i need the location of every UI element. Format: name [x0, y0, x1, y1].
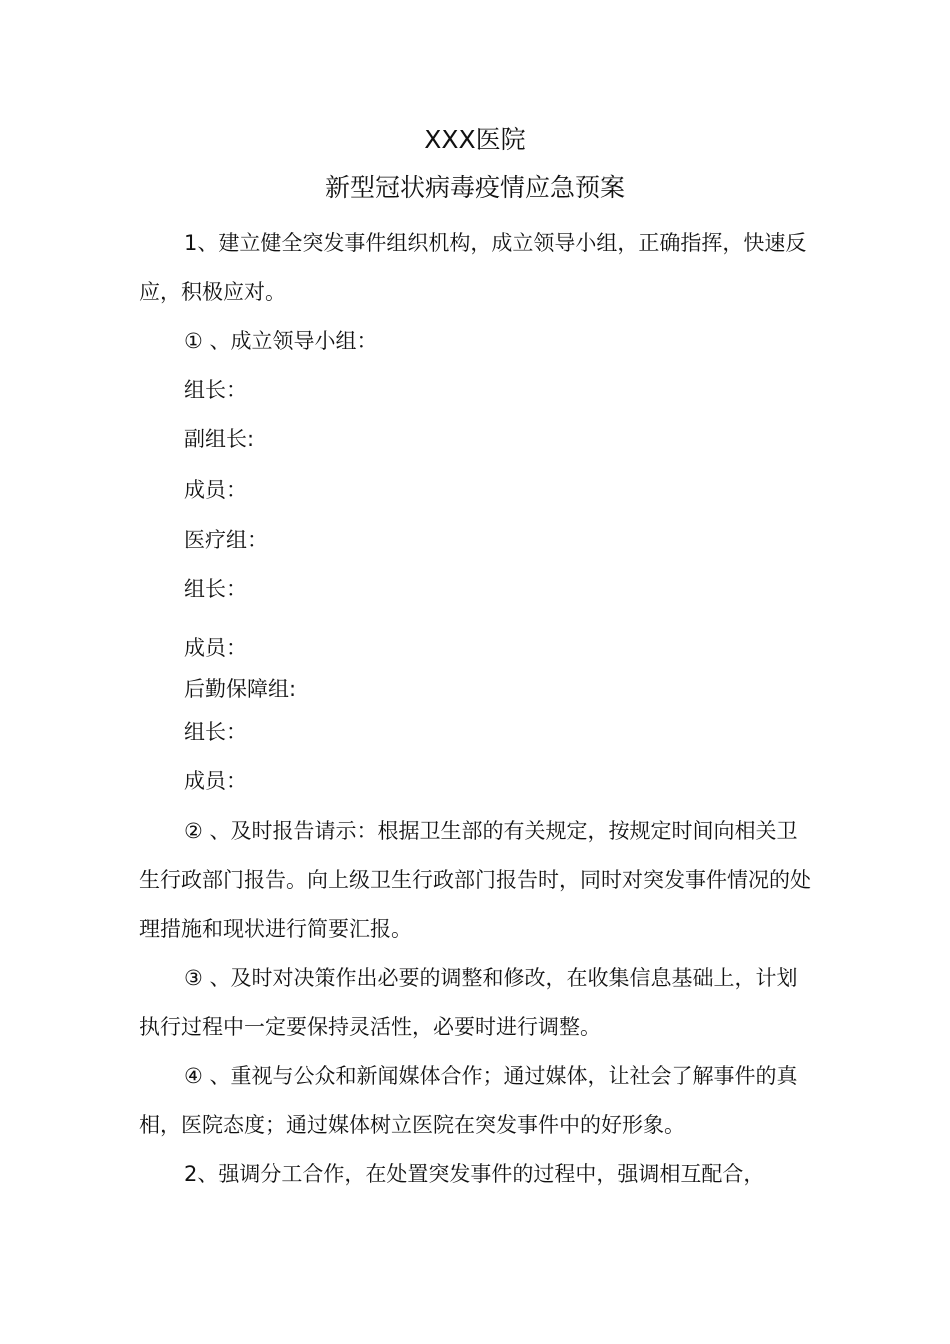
medical-leader-label: 组长： — [184, 577, 247, 601]
leader-label: 组长： — [184, 378, 247, 402]
item-1-heading: ① 、成立领导小组： — [184, 329, 378, 353]
item-4-line-2: 相，医院态度；通过媒体树立医院在突发事件中的好形象。 — [139, 1113, 685, 1137]
item-3-line-1: ③ 、及时对决策作出必要的调整和修改，在收集信息基础上，计划 — [184, 966, 798, 990]
medical-members-label: 成员： — [184, 636, 247, 660]
members-label: 成员： — [184, 478, 247, 502]
logistics-group-label: 后勤保障组: — [184, 677, 297, 701]
medical-group-label: 医疗组： — [184, 528, 268, 552]
item-2-line-2: 生行政部门报告。向上级卫生行政部门报告时，同时对突发事件情况的处 — [139, 868, 811, 892]
item-2-line-3: 理措施和现状进行简要汇报。 — [139, 917, 412, 941]
item-3-line-2: 执行过程中一定要保持灵活性，必要时进行调整。 — [139, 1015, 601, 1039]
item-2-line-1: ② 、及时报告请示：根据卫生部的有关规定，按规定时间向相关卫 — [184, 819, 798, 843]
plan-title: 新型冠状病毒疫情应急预案 — [324, 173, 625, 202]
item-4-line-1: ④ 、重视与公众和新闻媒体合作；通过媒体，让社会了解事件的真 — [184, 1064, 798, 1088]
logistics-members-label: 成员： — [184, 769, 247, 793]
paragraph-1-line-1: 1、建立健全突发事件组织机构，成立领导小组，正确指挥，快速反 — [184, 231, 807, 255]
deputy-leader-label: 副组长: — [184, 427, 255, 451]
hospital-name-title: XXX医院 — [424, 125, 526, 154]
paragraph-1-line-2: 应，积极应对。 — [139, 280, 286, 304]
paragraph-2-line-1: 2、强调分工合作，在处置突发事件的过程中，强调相互配合， — [184, 1162, 765, 1186]
logistics-leader-label: 组长： — [184, 720, 247, 744]
